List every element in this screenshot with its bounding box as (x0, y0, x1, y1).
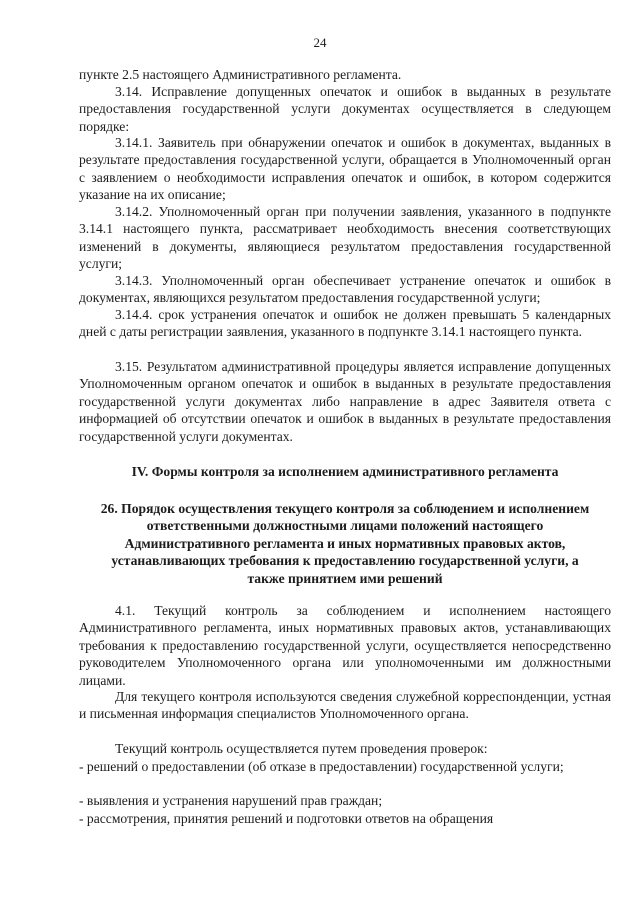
list-item: - рассмотрения, принятия решений и подготовки ответов на обращения (79, 811, 494, 826)
paragraph-checks-intro: Текущий контроль осуществляется путем проведения проверок: (115, 741, 488, 756)
paragraph-3-14-1: 3.14.1. Заявитель при обнаружении опечаток и ошибок в документах, выданных в результате предоставления государственной услуги, обращается в Уполномоченный орган с заявлением о необходимости исправления опечаток и ошибок, в котором содержится указание на их описание; (79, 135, 611, 203)
page-number: 24 (313, 35, 327, 50)
paragraph-3-14: 3.14. Исправление допущенных опечаток и ошибок в выданных в результате предоставления государственной услуги документах осуществляется в следующем порядке: (79, 84, 611, 134)
paragraph-3-15: 3.15. Результатом административной процедуры является исправление допущенных Уполномоченным органом опечаток и ошибок в выданных в результате предоставления государственной услуги документах либо направление в адрес Заявителя ответа с информацией об отсутствии опечаток и ошибок в выданных в результате предоставления государственной услуги документах. (79, 359, 611, 444)
paragraph-4-1: 4.1. Текущий контроль за соблюдением и исполнением настоящего Административного регламента, иных нормативных правовых актов, устанавливающих требования к предоставлению государственной услуги, осуществляется непосредственно руководителем Уполномоченного органа или уполномоченными им должностными лицами. (79, 603, 611, 688)
paragraph-control-info: Для текущего контроля используются сведения служебной корреспонденции, устная и письменная информация специалистов Уполномоченного органа. (79, 689, 611, 722)
paragraph-3-14-2: 3.14.2. Уполномоченный орган при получении заявления, указанного в подпункте 3.14.1 настоящего пункта, рассматривает необходимость внесения соответствующих изменений в документы, являющиеся результатом предоставления государственной услуги; (79, 204, 611, 272)
paragraph-continuation: пункте 2.5 настоящего Административного регламента. (79, 67, 402, 82)
paragraph-3-14-4: 3.14.4. срок устранения опечаток и ошибок не должен превышать 5 календарных дней с даты регистрации заявления, указанного в подпункте 3.14.1 настоящего пункта. (79, 307, 611, 340)
paragraph-3-14-3: 3.14.3. Уполномоченный орган обеспечивает устранение опечаток и ошибок в документах, являющихся результатом предоставления государственной услуги; (79, 273, 611, 306)
list-item: - решений о предоставлении (об отказе в предоставлении) государственной услуги; (79, 759, 564, 774)
section-heading: IV. Формы контроля за исполнением административного регламента (131, 464, 559, 479)
list-item: - выявления и устранения нарушений прав граждан; (79, 793, 383, 808)
subsection-heading: 26. Порядок осуществления текущего контроля за соблюдением и исполнением ответственными должностными лицами положений настоящего Административного регламента и иных нормативных правовых актов, устанавливающих требования к предоставлению государственной услуги, а также принятием ими решений (100, 501, 590, 586)
